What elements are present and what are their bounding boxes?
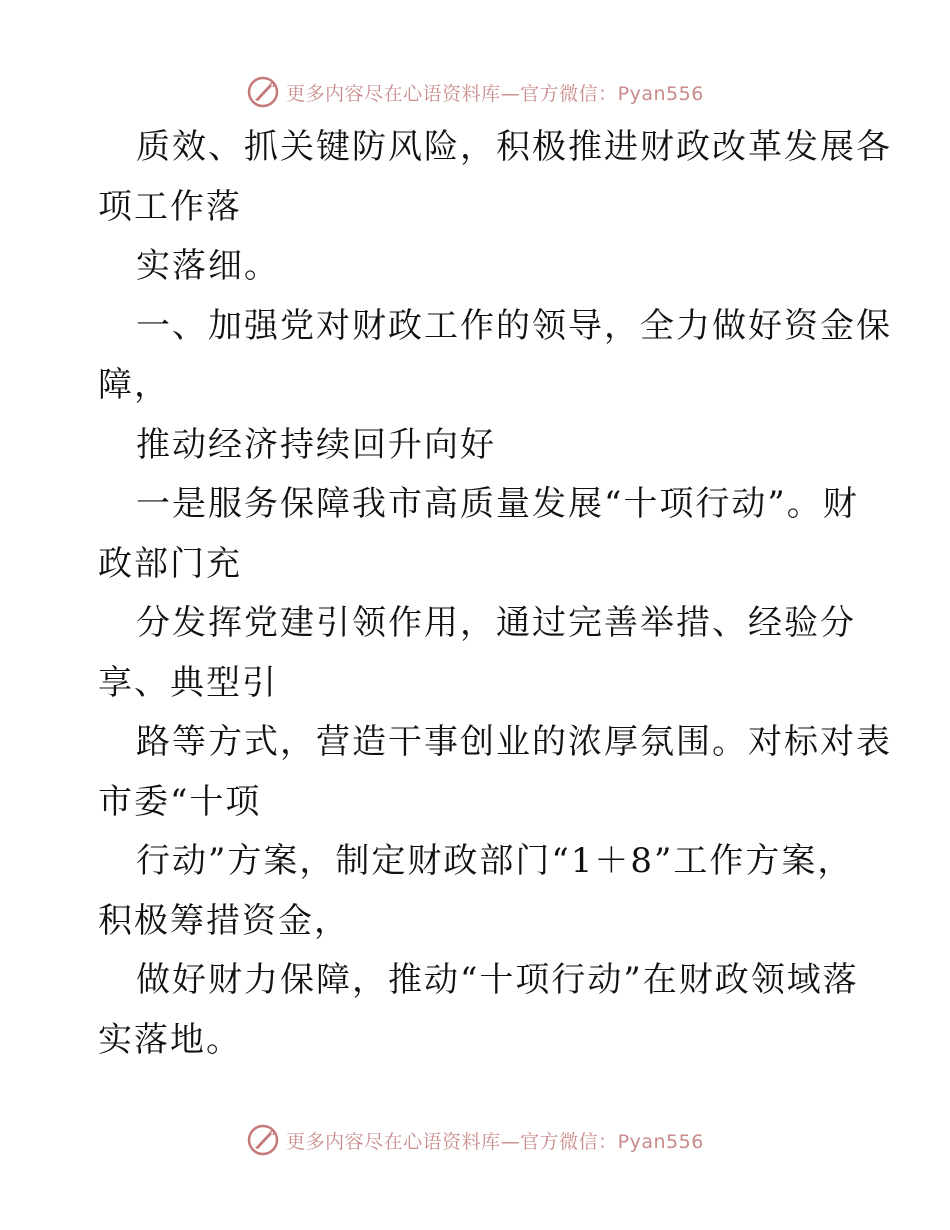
- watermark-text: 更多内容尽在心语资料库—官方微信：Pyan556: [286, 82, 704, 105]
- text-line: 推动经济持续回升向好: [136, 424, 496, 465]
- text-line: 做好财力保障，推动“十项行动”在财政领域落: [136, 960, 859, 1000]
- text-line: 积极筹措资金，: [98, 900, 350, 941]
- text-line: 一、加强党对财政工作的领导，全力做好资金保: [136, 305, 892, 346]
- text-line: 质效、抓关键防风险，积极推进财政改革发展各: [136, 127, 892, 167]
- text-line: 分发挥党建引领作用，通过完善举措、经验分: [136, 603, 856, 643]
- quill-logo-icon: [246, 1123, 280, 1157]
- quill-logo-icon: [246, 75, 280, 109]
- text-line: 市委“十项: [98, 781, 262, 822]
- footer-watermark: [0, 1120, 950, 1160]
- text-line: 路等方式，营造干事创业的浓厚氛围。对标对表: [136, 722, 892, 762]
- text-line: 实落细。: [136, 246, 280, 286]
- text-line: 实落地。: [98, 1019, 242, 1060]
- text-line: 一是服务保障我市高质量发展“十项行动”。财: [136, 484, 859, 524]
- header-watermark: [0, 72, 950, 112]
- text-line: 享、典型引: [98, 662, 278, 703]
- text-line: 行动”方案，制定财政部门“1＋8”工作方案，: [136, 841, 854, 881]
- watermark-text: 更多内容尽在心语资料库—官方微信：Pyan556: [286, 1130, 704, 1153]
- text-line: 政部门充: [98, 543, 242, 584]
- text-line: 障，: [98, 365, 170, 405]
- text-line: 项工作落: [98, 186, 242, 227]
- document-body: [98, 118, 892, 1070]
